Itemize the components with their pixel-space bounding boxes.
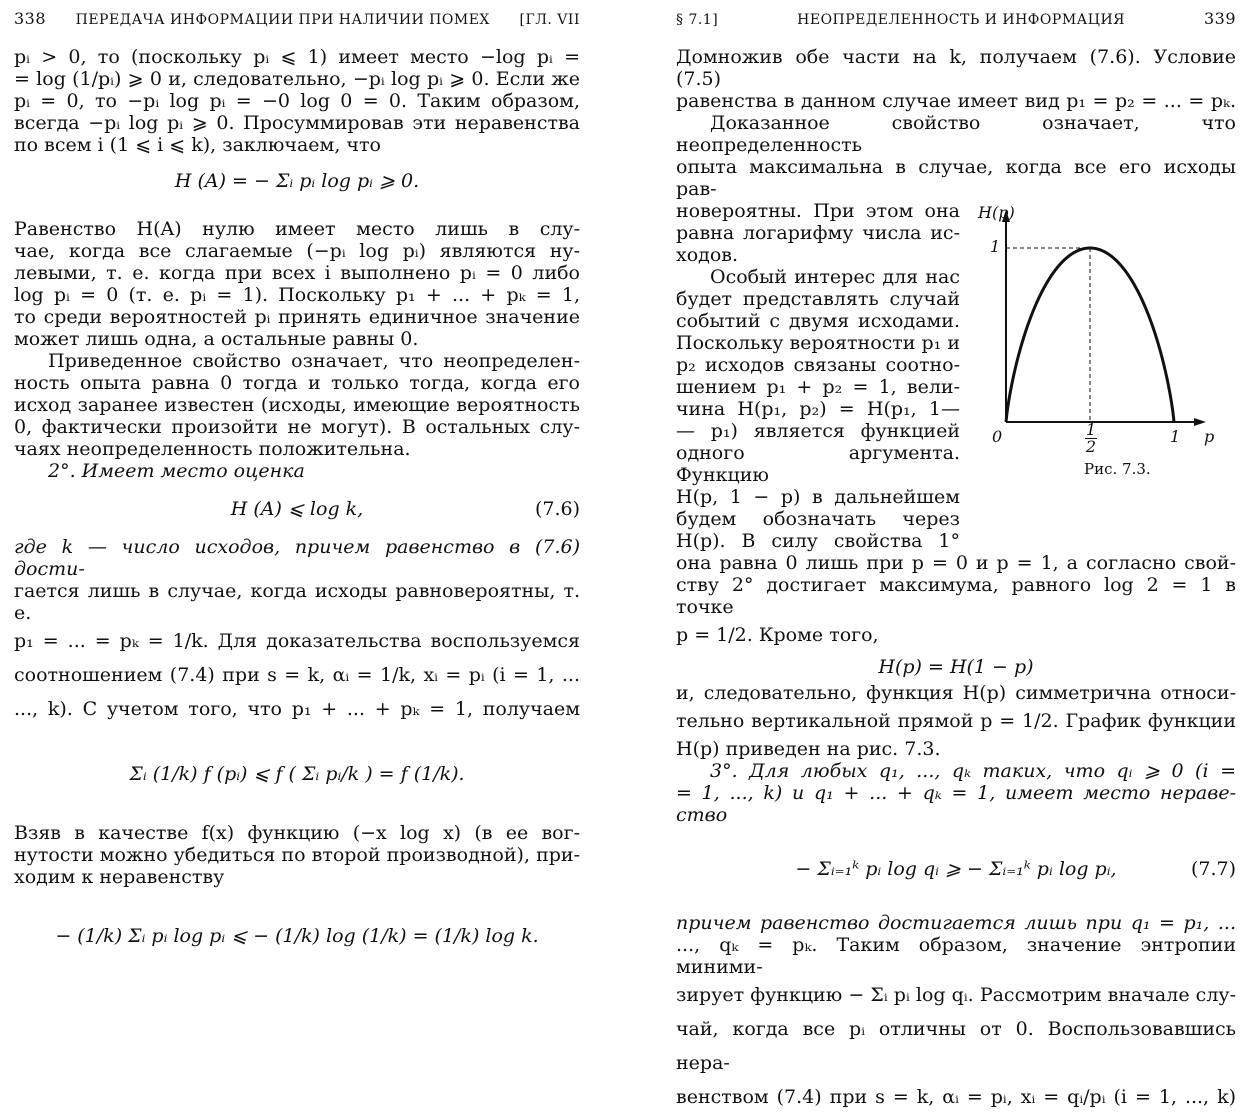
y-tick-1: 1	[990, 237, 1001, 256]
figure-caption: Рис. 7.3.	[1084, 460, 1151, 478]
x-axis-arrow-icon	[1194, 418, 1206, 426]
text-line: тельно вертикальной прямой p = 1/2. График функции	[676, 710, 1236, 732]
left-running-head	[14, 8, 580, 30]
text-line: p = 1/2. Кроме того,	[676, 624, 879, 646]
text-line: Доказанное свойство означает, что неопределенность	[676, 112, 1236, 156]
x-tick-0: 0	[992, 427, 1003, 446]
text-line: H(p). В силу свойства 1°	[676, 530, 960, 552]
text-line: ходов.	[676, 244, 739, 266]
formula-bound: − (1/k) Σᵢ pᵢ log pᵢ ⩽ − (1/k) log (1/k) = (1/k) log k.	[55, 925, 539, 947]
text-line: — p₁) является функцией	[676, 420, 960, 442]
running-head-title: НЕОПРЕДЕЛЕННОСТЬ И ИНФОРМАЦИЯ	[797, 12, 1125, 28]
text-line: pᵢ = 0, то −pᵢ log pᵢ = −0 log 0 = 0. Таким образом,	[14, 90, 580, 112]
formula-symmetry: H(p) = H(1 − p)	[878, 656, 1034, 678]
paragraph-e	[676, 912, 1236, 1114]
entropy-plot	[966, 200, 1236, 490]
text-line: ству 2° достигает максимума, равного log 2 = 1 в точке	[676, 574, 1236, 618]
text-line: где k — число исходов, причем равенство в (7.6) дости-	[14, 536, 580, 580]
text-line: H(p, 1 − p) в дальнейшем	[676, 486, 960, 508]
figure-7-3	[966, 200, 1236, 490]
y-axis-label: H(p)	[978, 203, 1015, 222]
text-line: равенства в данном случае имеет вид p₁ = p₂ = ... = pₖ.	[676, 90, 1236, 112]
text-line: нутости можно убедиться по второй производной), при-	[14, 844, 580, 866]
text-line: = log (1/pᵢ) ⩾ 0 и, следовательно, −pᵢ log pᵢ ⩾ 0. Если же	[14, 68, 580, 90]
left-page	[14, 0, 580, 976]
text-line: всегда −pᵢ log pᵢ ⩾ 0. Просуммировав эти неравенства	[14, 112, 580, 134]
text-line: 0, фактически произойти не могут). В остальных слу-	[14, 416, 580, 438]
text-line: чина H(p₁, p₂) = H(p₁, 1—	[676, 398, 960, 420]
right-running-head	[676, 8, 1236, 30]
paragraph-d	[14, 536, 580, 726]
text-line: гается лишь в случае, когда исходы равновероятны, т. е.	[14, 580, 580, 624]
paragraph-b	[676, 552, 1236, 652]
text-line: ..., k). С учетом того, что p₁ + ... + pₖ = 1, получаем	[14, 698, 580, 720]
text-line: зирует функцию − Σᵢ pᵢ log qᵢ. Рассмотрим вначале слу-	[676, 984, 1236, 1006]
formula-7-7	[676, 826, 1236, 912]
formula-entropy-nonneg: H (A) = − Σᵢ pᵢ log pᵢ ⩾ 0.	[174, 170, 420, 192]
text-line: новероятны. При этом она	[676, 200, 960, 222]
formula-7-6	[14, 482, 580, 536]
formula-jensen: Σᵢ (1/k) f (pᵢ) ⩽ f ( Σᵢ pᵢ/k ) = f (1/k).	[129, 763, 465, 785]
x-tick-half	[1085, 422, 1097, 455]
paragraph-b	[14, 218, 580, 350]
x-tick-1: 1	[1170, 427, 1181, 446]
text-line: и, следовательно, функция H(p) симметрична относи-	[676, 682, 1236, 704]
page-number: 338	[14, 9, 47, 28]
equation-number: (7.7)	[1190, 858, 1236, 880]
running-head-title: ПЕРЕДАЧА ИНФОРМАЦИИ ПРИ НАЛИЧИИ ПОМЕХ	[75, 12, 490, 28]
text-line: чае, когда все слагаемые (−pᵢ log pᵢ) являются ну-	[14, 240, 580, 262]
text-line: Приведенное свойство означает, что неопределен-	[48, 350, 580, 372]
paragraph-c	[676, 682, 1236, 760]
x-tick-half-num: 1	[1085, 420, 1097, 439]
paragraph-c	[14, 350, 580, 460]
paragraph-e	[14, 822, 580, 888]
text-line: левыми, т. е. когда при всех i выполнено pᵢ = 0 либо	[14, 262, 580, 284]
wrapped-text	[676, 200, 960, 552]
text-line: будет представлять случай	[676, 288, 960, 310]
x-axis-label: p	[1204, 427, 1215, 446]
text-line: ность опыта равна 0 тогда и только тогда, когда его	[14, 372, 580, 394]
text-line: Домножив обе части на k, получаем (7.6). Условие (7.5)	[676, 46, 1236, 90]
text-line: Взяв в качестве f(x) функцию (−x log x) (в ее вог-	[14, 822, 580, 844]
text-line: Поскольку вероятности p₁ и	[676, 332, 960, 354]
text-line: 3°. Для любых q₁, ..., qₖ таких, что qᵢ ⩾ 0 (i =	[710, 760, 1236, 782]
text-line: событий с двумя исходами.	[676, 310, 960, 332]
text-line: может лишь одна, а остальные равны 0.	[14, 328, 419, 350]
text-line: опыта максимальна в случае, когда все его исходы рав-	[676, 156, 1236, 200]
text-line: причем равенство достигается лишь при q₁ = p₁, ...	[676, 912, 1236, 934]
text-line: = 1, ..., k) и q₁ + ... + qₖ = 1, имеет место нераве-	[676, 782, 1236, 804]
text-line: будем обозначать через	[676, 508, 960, 530]
text-line: H(p) приведен на рис. 7.3.	[676, 738, 941, 760]
text-line: по всем i (1 ⩽ i ⩽ k), заключаем, что	[14, 134, 381, 156]
text-line: Особый интерес для нас	[710, 266, 960, 288]
chapter-ref: [ГЛ. VII	[519, 12, 580, 28]
text-line: равна логарифму числа ис-	[676, 222, 960, 244]
text-line: чаях неопределенность положительна.	[14, 438, 411, 460]
x-tick-half-den: 2	[1085, 437, 1097, 456]
equation-number: (7.6)	[534, 498, 580, 520]
formula-7-6-body: H (A) ⩽ log k,	[230, 498, 364, 520]
text-line: то среди вероятностей pᵢ принять единичное значение	[14, 306, 580, 328]
property-2-heading: 2°. Имеет место оценка	[48, 460, 305, 482]
paragraph-a	[14, 46, 580, 156]
paragraph-d	[676, 760, 1236, 826]
text-line: log pᵢ = 0 (т. е. pᵢ = 1). Поскольку p₁ + ... + pₖ = 1,	[14, 284, 580, 306]
formula-7-7-body: − Σᵢ₌₁ᵏ pᵢ log qᵢ ⩾ − Σᵢ₌₁ᵏ pᵢ log pᵢ,	[795, 858, 1117, 880]
right-page	[676, 0, 1236, 1108]
text-line: шением p₁ + p₂ = 1, вели-	[676, 376, 960, 398]
text-line: Равенство H(A) нулю имеет место лишь в слу-	[14, 218, 580, 240]
text-line: одного аргумента. Функцию	[676, 442, 960, 486]
section-ref: § 7.1]	[676, 12, 719, 28]
text-figure-wrap	[676, 200, 1236, 552]
text-line: p₁ = ... = pₖ = 1/k. Для доказательства воспользуемся	[14, 630, 580, 652]
text-line: ходим к неравенству	[14, 866, 225, 888]
text-line: чай, когда все pᵢ отличны от 0. Воспользовавшись нера-	[676, 1018, 1236, 1074]
page-number: 339	[1203, 9, 1236, 28]
text-line: p₂ исходов связаны соотно-	[676, 354, 960, 376]
text-line: венством (7.4) при s = k, αᵢ = pᵢ, xᵢ = qᵢ/pᵢ (i = 1, ..., k)	[676, 1086, 1236, 1108]
text-line: ..., qₖ = pₖ. Таким образом, значение энтропии миними-	[676, 934, 1236, 978]
text-line: исход заранее известен (исходы, имеющие вероятность	[14, 394, 580, 416]
paragraph-a	[676, 46, 1236, 200]
text-line: соотношением (7.4) при s = k, αᵢ = 1/k, xᵢ = pᵢ (i = 1, ...	[14, 664, 580, 686]
text-line: pᵢ > 0, то (поскольку pᵢ ⩽ 1) имеет место −log pᵢ =	[14, 46, 580, 68]
text-line: ство	[676, 804, 728, 826]
text-line: она равна 0 лишь при p = 0 и p = 1, а согласно свой-	[676, 552, 1236, 574]
